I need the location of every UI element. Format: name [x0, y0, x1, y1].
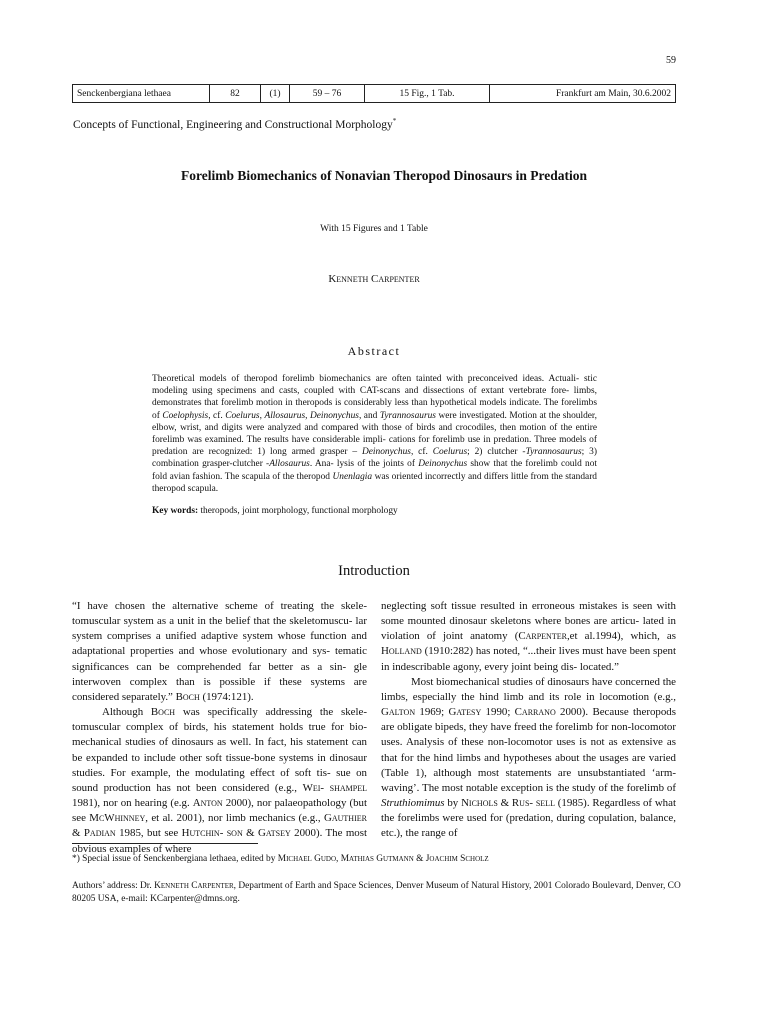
- journal-name: Senckenbergiana lethaea: [73, 85, 210, 103]
- series-title-text: Concepts of Functional, Engineering and Constructional Morphology: [73, 118, 393, 131]
- abstract-body: Theoretical models of theropod forelimb biomechanics are often tainted with preconceived ideas. Actuali- stic modeling using specimens and casts, coupled with CAT-scans and dissections of extant vertebrate fore- limbs, demonstrates that forelimb motion in theropods is considerably less than hypothetical models indicate. The forelimbs of Coelophysis, cf. Coelurus, Allosaurus, Deinonychus, and Tyrannosaurus were investigated. Motion at the shoulder, elbow, wrist, and digits were analyzed and compared with those of birds and crocodiles, then motion of the entire forelimb was examined. The results have considerable impli- cations for forelimb use in predation. Three models of predation are recognized: 1) long armed grasper – Deinonychus, cf. Coelurus; 2) clutcher -Tyrannosaurus; 3) combination grasper-clutcher -Allosaurus. Ana- lysis of the joints of Deinonychus show that the forelimb could not fold avian fashion. The scapula of the theropod Unenlagia was oriented incorrectly and differs little from the standard theropod scapula.: [152, 374, 598, 494]
- paragraph: neglecting soft tissue resulted in erroneous mistakes is seen with some mounted dinosaur skeletons where bones are articu- lated in violation of joint anatomy (Carpenter,et al.1994), which, as Holland (1910:282) has noted, “...their lives must have been spent in indescribable agony, every joint being dis- located.”: [381, 600, 676, 673]
- body-column-left: [72, 599, 367, 857]
- author-name: Kenneth Carpenter: [328, 273, 420, 285]
- paragraph: Most biomechanical studies of dinosaurs have concerned the limbs, especially the hind limb and its role in locomotion (e.g., Galton 1969; Gatesy 1990; Carrano 2000). Because theropods are obligate bipeds, they have freed the forelimb for non-locomotor uses. Analysis of these non-locomotor uses is not as extensive as that for the hind limbs and hypotheses about the usages are varied (Table 1), although most statements are unsubstantiated ‘arm-waving’. The most notable exception is the study of the forelimb of Struthiomimus by Nichols & Rus- sell (1985). Regardless of what the forelimbs were used for (predation, during copulation, balance, etc.), the range of: [381, 675, 676, 840]
- publication-place-date: Frankfurt am Main, 30.6.2002: [490, 85, 676, 103]
- paragraph: “I have chosen the alternative scheme of treating the skele- tomuscular system as a unit in the belief that the skeletomuscu- lar system comprises a unified adaptive system whose function and adaptational properties and whose evolutionary and sys- tematic significances can be comprehended far better as a sin- gle interwoven complex than is possible if these systems are considered separately.” Boch (1974:121).: [72, 600, 367, 703]
- keywords-label: Key words:: [152, 506, 199, 516]
- footnote-divider: [72, 843, 258, 844]
- keywords-text: theropods, joint morphology, functional morphology: [198, 506, 398, 516]
- body-column-right: [381, 599, 676, 842]
- volume-number: 82: [210, 85, 261, 103]
- paragraph: Although Boch was specifically addressing the skele- tomuscular complex of birds, his statement holds true for bio- mechanical studies of dinosaurs as well. In fact, his statement can be expanded to include other soft tissue-bone systems in dinosaur studies. For example, the modulating effect of soft tis- sue on sound production has not been considered (e.g., Wei- shampel 1981), nor on hearing (e.g. Anton 2000), nor palaeopathology (but see McWhinney, et al. 2001), nor limb mechanics (e.g., Gauthier & Padian 1985, but see Hutchin- son & Gatsey 2000). The most obvious examples of where: [72, 706, 367, 855]
- footnote: *) Special issue of Senckenbergiana lethaea, edited by Michael Gudo, Mathias Gutmann & Joachim Scholz: [72, 854, 489, 864]
- series-title: [73, 117, 396, 131]
- journal-header-table: [72, 84, 676, 103]
- author-address: Authors’ address: Dr. Kenneth Carpenter, Department of Earth and Space Sciences, Denver Museum of Natural History, 2001 Colorado Boulevard, Denver, CO 80205 USA, e-mail: KCarpenter@dmns.org.: [72, 881, 681, 904]
- paper-title: Forelimb Biomechanics of Nonavian Theropod Dinosaurs in Predation: [181, 168, 587, 183]
- page-range: 59 – 76: [290, 85, 365, 103]
- page-number: 59: [666, 55, 676, 66]
- figures-note: With 15 Figures and 1 Table: [320, 224, 428, 234]
- issue-number: (1): [261, 85, 290, 103]
- figure-count: 15 Fig., 1 Tab.: [365, 85, 490, 103]
- keywords: [152, 505, 597, 517]
- abstract-heading: Abstract: [347, 344, 401, 358]
- footnote-mark: *: [392, 117, 397, 125]
- introduction-heading: Introduction: [338, 563, 410, 579]
